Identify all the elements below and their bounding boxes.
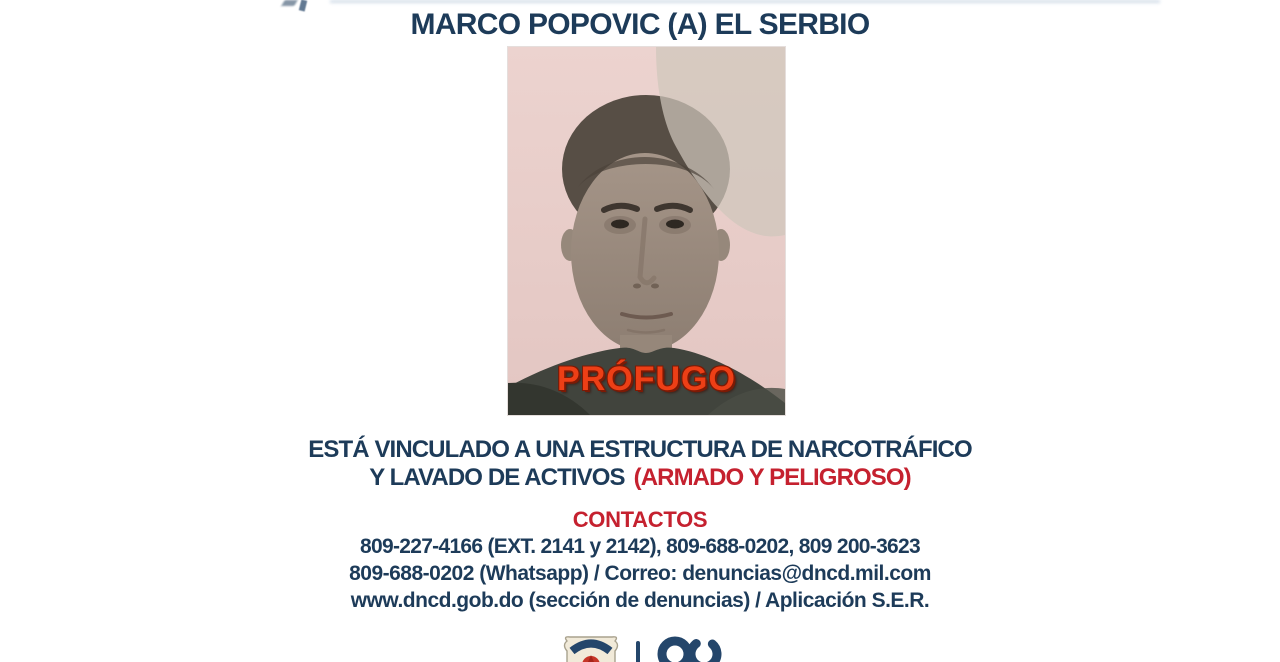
footer-logos bbox=[0, 630, 1280, 662]
statement-line-1: ESTÁ VINCULADO A UNA ESTRUCTURA DE NARCOTRÁFICO bbox=[308, 436, 972, 463]
armed-dangerous-warning: (ARMADO Y PELIGROSO) bbox=[633, 464, 911, 491]
infinity-logo-icon bbox=[648, 632, 738, 662]
contacts-heading: CONTACTOS bbox=[572, 507, 708, 532]
statement-line-2-navy: Y LAVADO DE ACTIVOS bbox=[369, 464, 625, 491]
cropped-text-remnant bbox=[281, 0, 297, 6]
contact-whatsapp-email: 809-688-0202 (Whatsapp) / Correo: denuncias@dncd.mil.com bbox=[349, 562, 931, 585]
suspect-photo bbox=[508, 47, 785, 415]
logo-divider bbox=[636, 641, 640, 662]
cropped-text-remnant bbox=[330, 0, 1160, 3]
dncd-shield-logo-icon bbox=[562, 634, 620, 662]
contact-website: www.dncd.gob.do (sección de denuncias) / Aplicación S.E.R. bbox=[350, 589, 930, 612]
poster-title: MARCO POPOVIC (A) EL SERBIO bbox=[410, 8, 870, 41]
contact-phones: 809-227-4166 (EXT. 2141 y 2142), 809-688-0202, 809 200-3623 bbox=[360, 535, 920, 558]
fugitive-stamp: PRÓFUGO bbox=[557, 360, 736, 398]
statement-line-2 bbox=[0, 464, 1280, 492]
